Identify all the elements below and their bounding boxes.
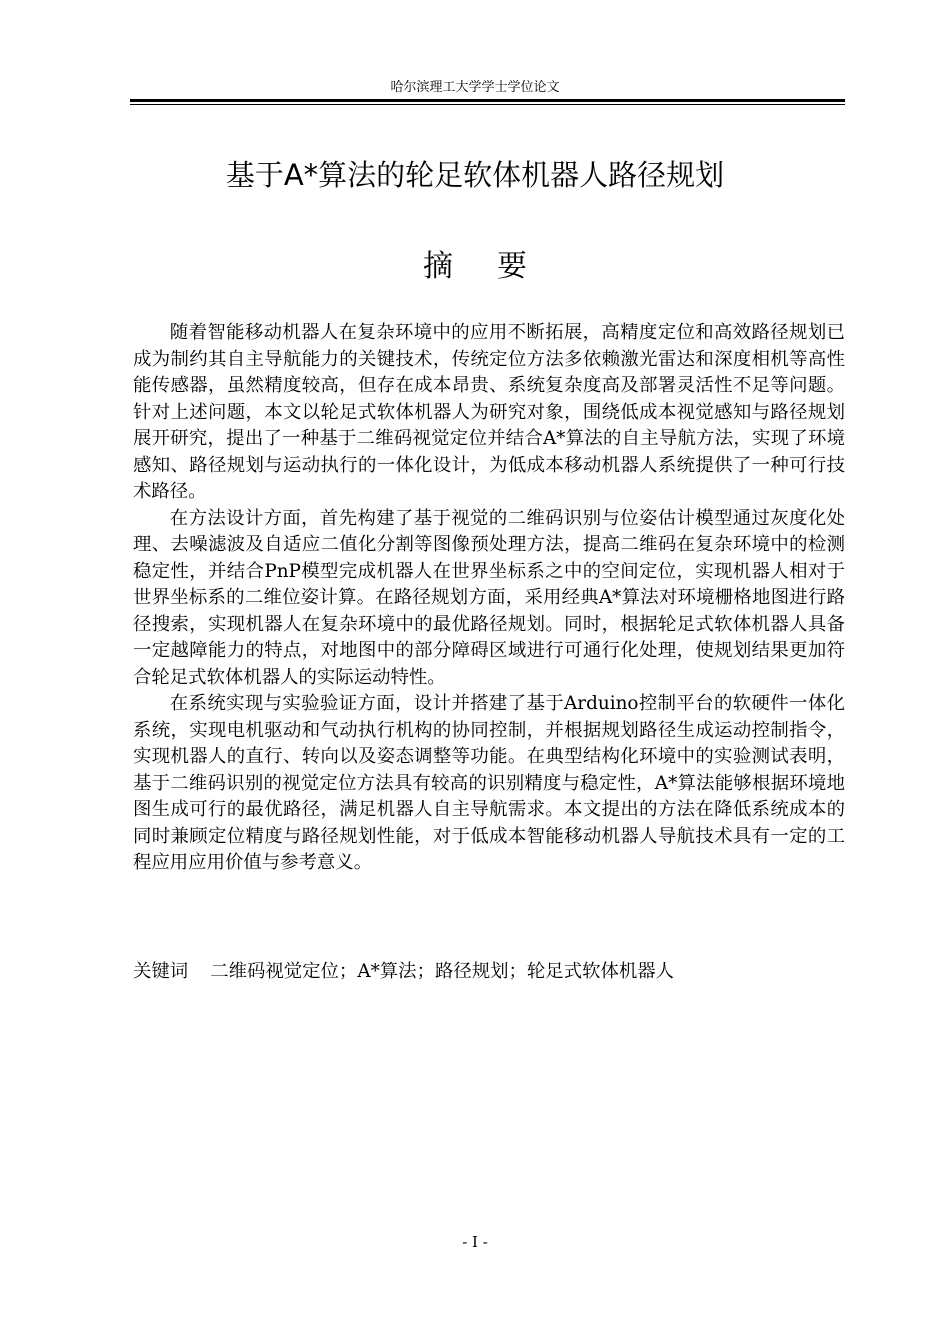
abstract-heading-char-2: 要: [497, 249, 527, 284]
abstract-heading: [0, 242, 950, 292]
abstract-paragraph-2: 在方法设计方面，首先构建了基于视觉的二维码识别与位姿估计模型通过灰度化处理、去噪滤波及自适应二值化分割等图像预处理方法，提高二维码在复杂环境中的检测稳定性，并结合PnP模型完成机器人在世界坐标系之中的空间定位，实现机器人相对于世界坐标系的二维位姿计算。在路径规划方面，采用经典A*算法对环境栅格地图进行路径搜索，实现机器人在复杂环境中的最优路径规划。同时，根据轮足式软体机器人具备一定越障能力的特点，对地图中的部分障碍区域进行可通行化处理，使规划结果更加符合轮足式软体机器人的实际运动特性。: [133, 507, 845, 688]
running-header: 哈尔滨理工大学学士学位论文: [390, 80, 560, 95]
page-number: - I -: [462, 1233, 488, 1251]
abstract-paragraph-3: 在系统实现与实验验证方面，设计并搭建了基于Arduino控制平台的软硬件一体化系统，实现电机驱动和气动执行机构的协同控制，并根据规划路径生成运动控制指令，实现机器人的直行、转向以及姿态调整等功能。在典型结构化环境中的实验测试表明，基于二维码识别的视觉定位方法具有较高的识别精度与稳定性，A*算法能够根据环境地图生成可行的最优路径，满足机器人自主导航需求。本文提出的方法在降低系统成本的同时兼顾定位精度与路径规划性能，对于低成本智能移动机器人导航技术具有一定的工程应用应用价值与参考意义。: [133, 693, 845, 873]
header-rule-thin: [130, 104, 845, 105]
keywords-line: [133, 958, 845, 986]
thesis-title: 基于A*算法的轮足软体机器人路径规划: [225, 158, 725, 192]
keywords-text: 二维码视觉定位；A*算法；路径规划；轮足式软体机器人: [210, 961, 675, 982]
abstract-body: [133, 320, 845, 877]
keywords-label: 关键词: [133, 961, 189, 982]
header-rule-thick: [130, 99, 845, 102]
abstract-paragraph-1: 随着智能移动机器人在复杂环境中的应用不断拓展，高精度定位和高效路径规划已成为制约其自主导航能力的关键技术，传统定位方法多依赖激光雷达和深度相机等高性能传感器，虽然精度较高，但存在成本昂贵、系统复杂度高及部署灵活性不足等问题。针对上述问题，本文以轮足式软体机器人为研究对象，围绕低成本视觉感知与路径规划展开研究，提出了一种基于二维码视觉定位并结合A*算法的自主导航方法，实现了环境感知、路径规划与运动执行的一体化设计，为低成本移动机器人系统提供了一种可行技术路径。: [133, 322, 845, 502]
abstract-heading-char-1: 摘: [423, 249, 453, 284]
